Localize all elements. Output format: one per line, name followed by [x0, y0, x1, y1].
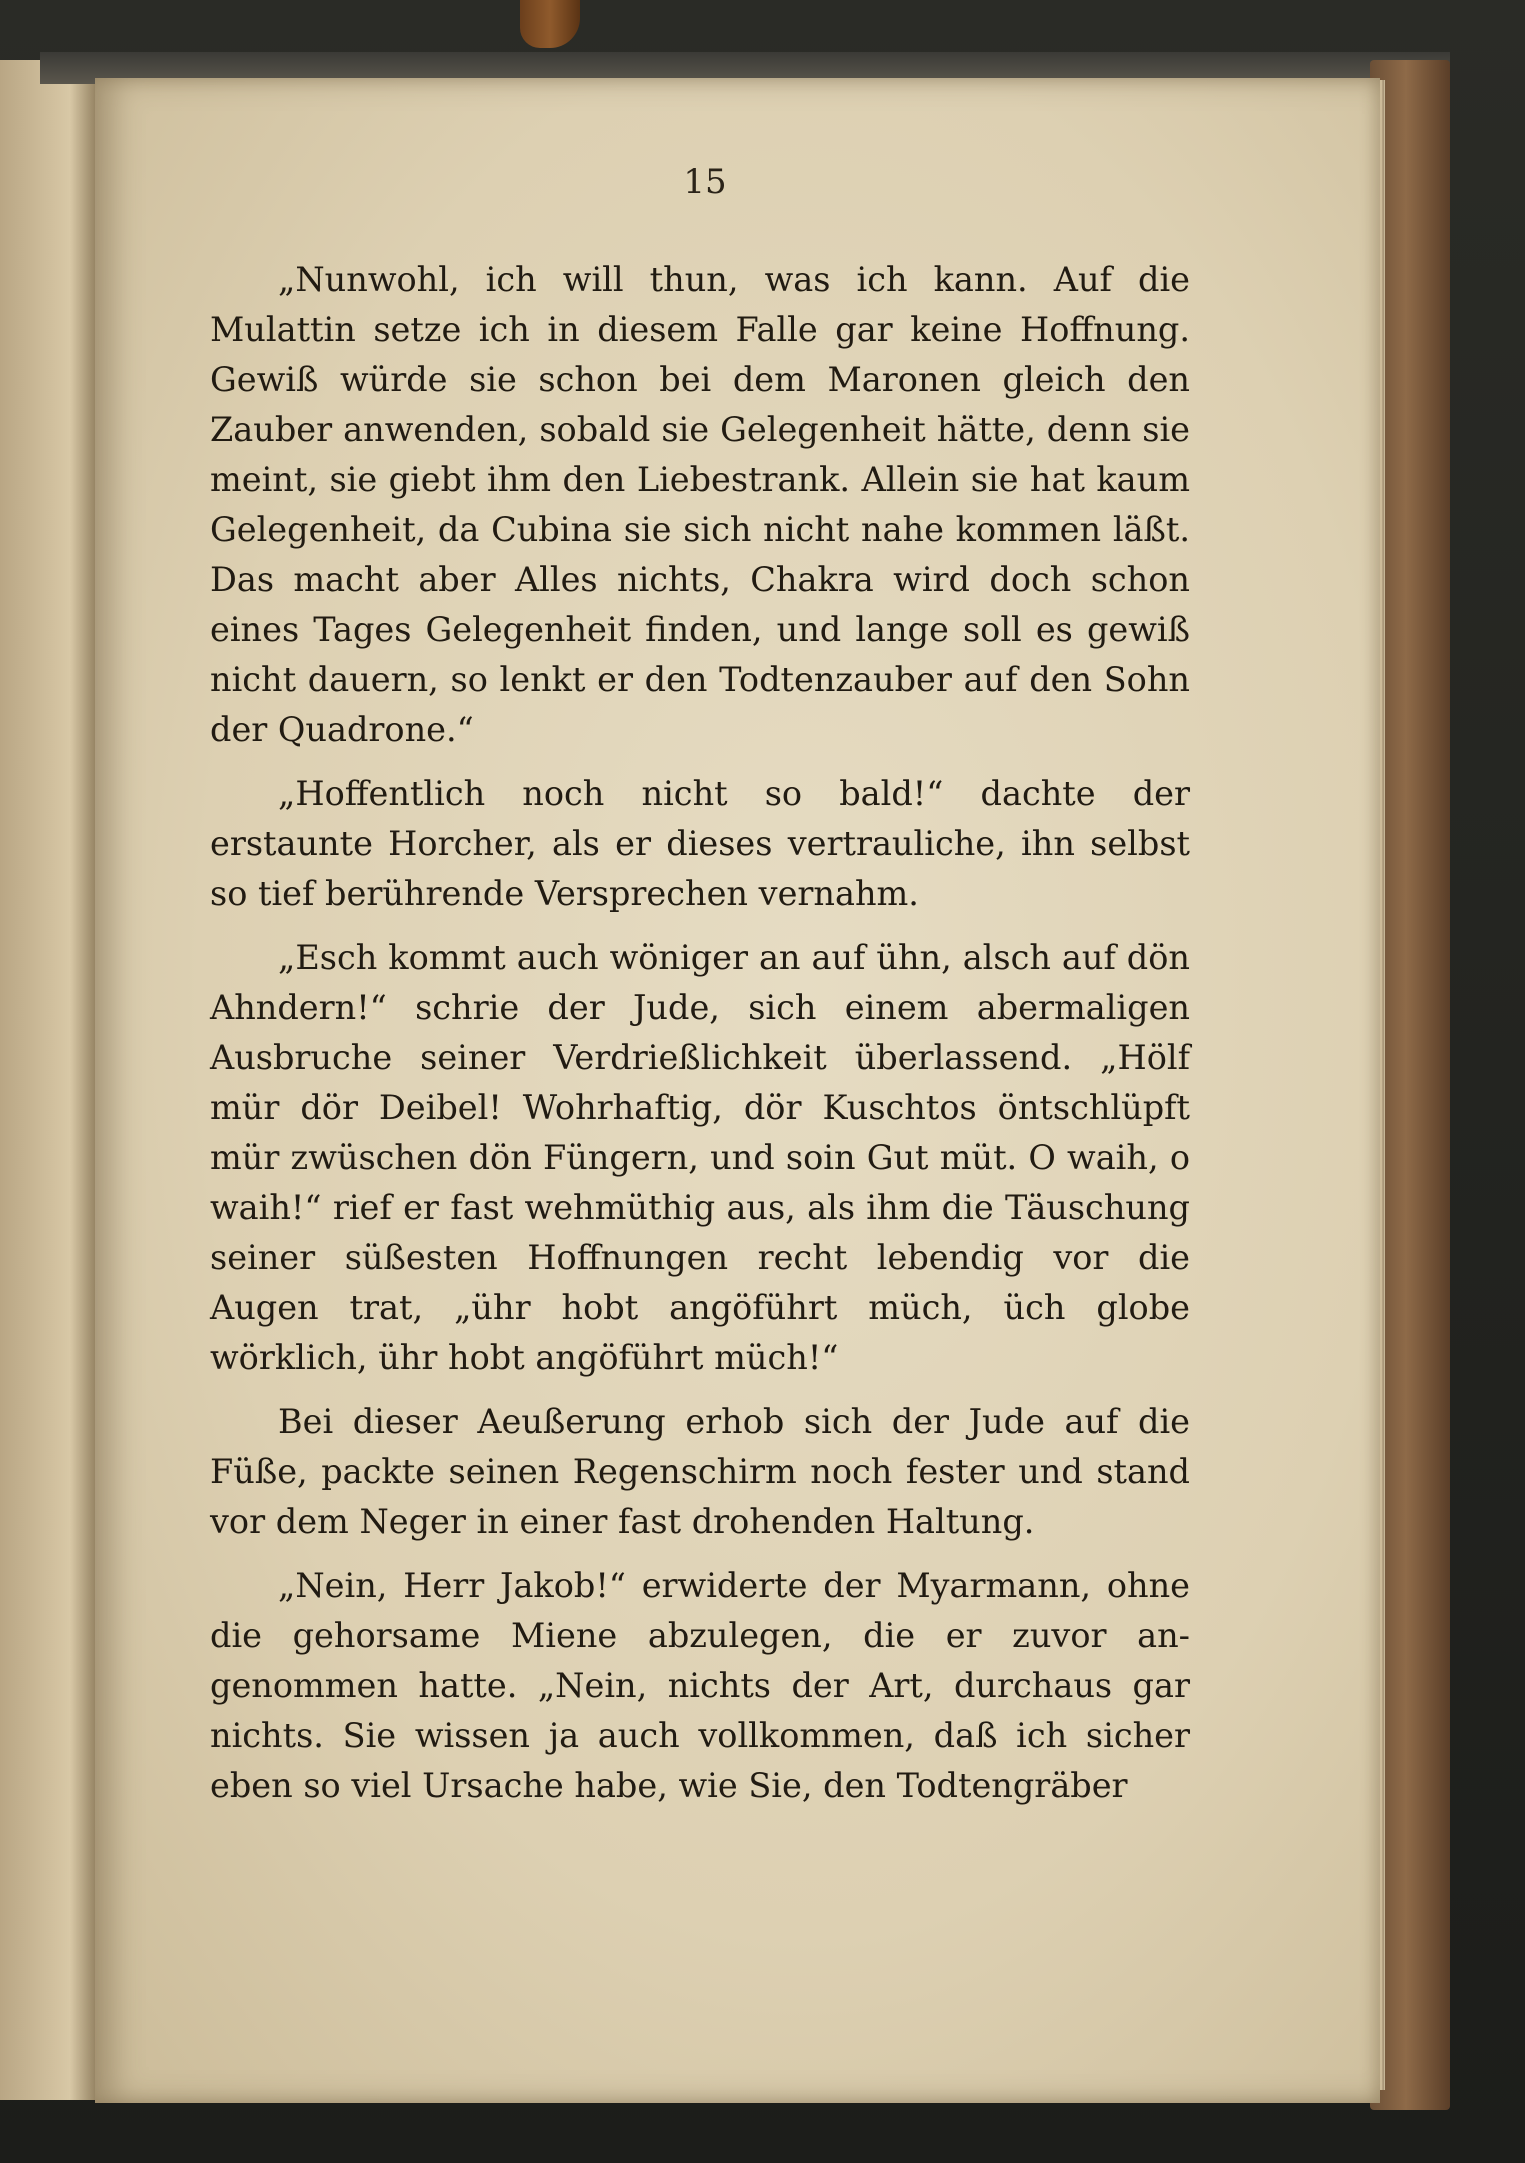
page-number: 15 [683, 162, 727, 202]
paragraph-2: „Hoffentlich noch nicht so bald!“ dachte der erstaunte Horcher, als er dieses vertrauliche, ihn selbst so tief berührende Versprechen vernahm. [210, 774, 1190, 913]
paragraph-3: „Esch kommt auch wöniger an auf ühn, alsch auf dön Ahndern!“ schrie der Jude, sich einem abermaligen Ausbruche seiner Verdrießlichkeit überlassend. „Hölf mür dör Deibel! Wohrhaftig, dör Kuschtos öntschlüpft mür zwüschen dön Füngern, und soin Gut müt. O waih, o waih!“ rief er fast wehmüthig aus, als ihm die Täuschung seiner süßesten Hoffnungen recht lebendig vor die Augen trat, „ühr hobt angöführt müch, üch globe wörklich, ühr hobt angöführt müch!“ [210, 938, 1190, 1377]
paragraph-1: „Nunwohl, ich will thun, was ich kann. Auf die Mulattin setze ich in diesem Falle gar keine Hoffnung. Gewiß würde sie schon bei dem Maronen gleich den Zauber anwenden, sobald sie Gelegenheit hätte, denn sie meint, sie giebt ihm den Liebestrank. Allein sie hat kaum Gelegenheit, da Cubina sie sich nicht nahe kommen läßt. Das macht aber Alles nichts, Chakra wird doch schon eines Tages Gelegenheit finden, und lange soll es gewiß nicht dauern, so lenkt er den Todtenzauber auf den Sohn der Quadrone.“ [210, 260, 1190, 749]
bookmark-ribbon [520, 0, 580, 48]
paragraph-4: Bei dieser Aeußerung erhob sich der Jude auf die Füße, packte seinen Regenschirm noch fester und stand vor dem Neger in einer fast drohenden Haltung. [210, 1402, 1190, 1541]
previous-page-edge [0, 60, 100, 2100]
paragraph-5: „Nein, Herr Jakob!“ erwiderte der Myarmann, ohne die gehorsame Miene abzulegen, die er zuvor an‐ genommen hatte. „Nein, nichts der Art, durchaus gar nichts. Sie wissen ja auch vollkommen, daß ich sicher eben so viel Ursache habe, wie Sie, den Todtengräber [210, 1566, 1190, 1805]
page-text [210, 255, 1190, 1825]
